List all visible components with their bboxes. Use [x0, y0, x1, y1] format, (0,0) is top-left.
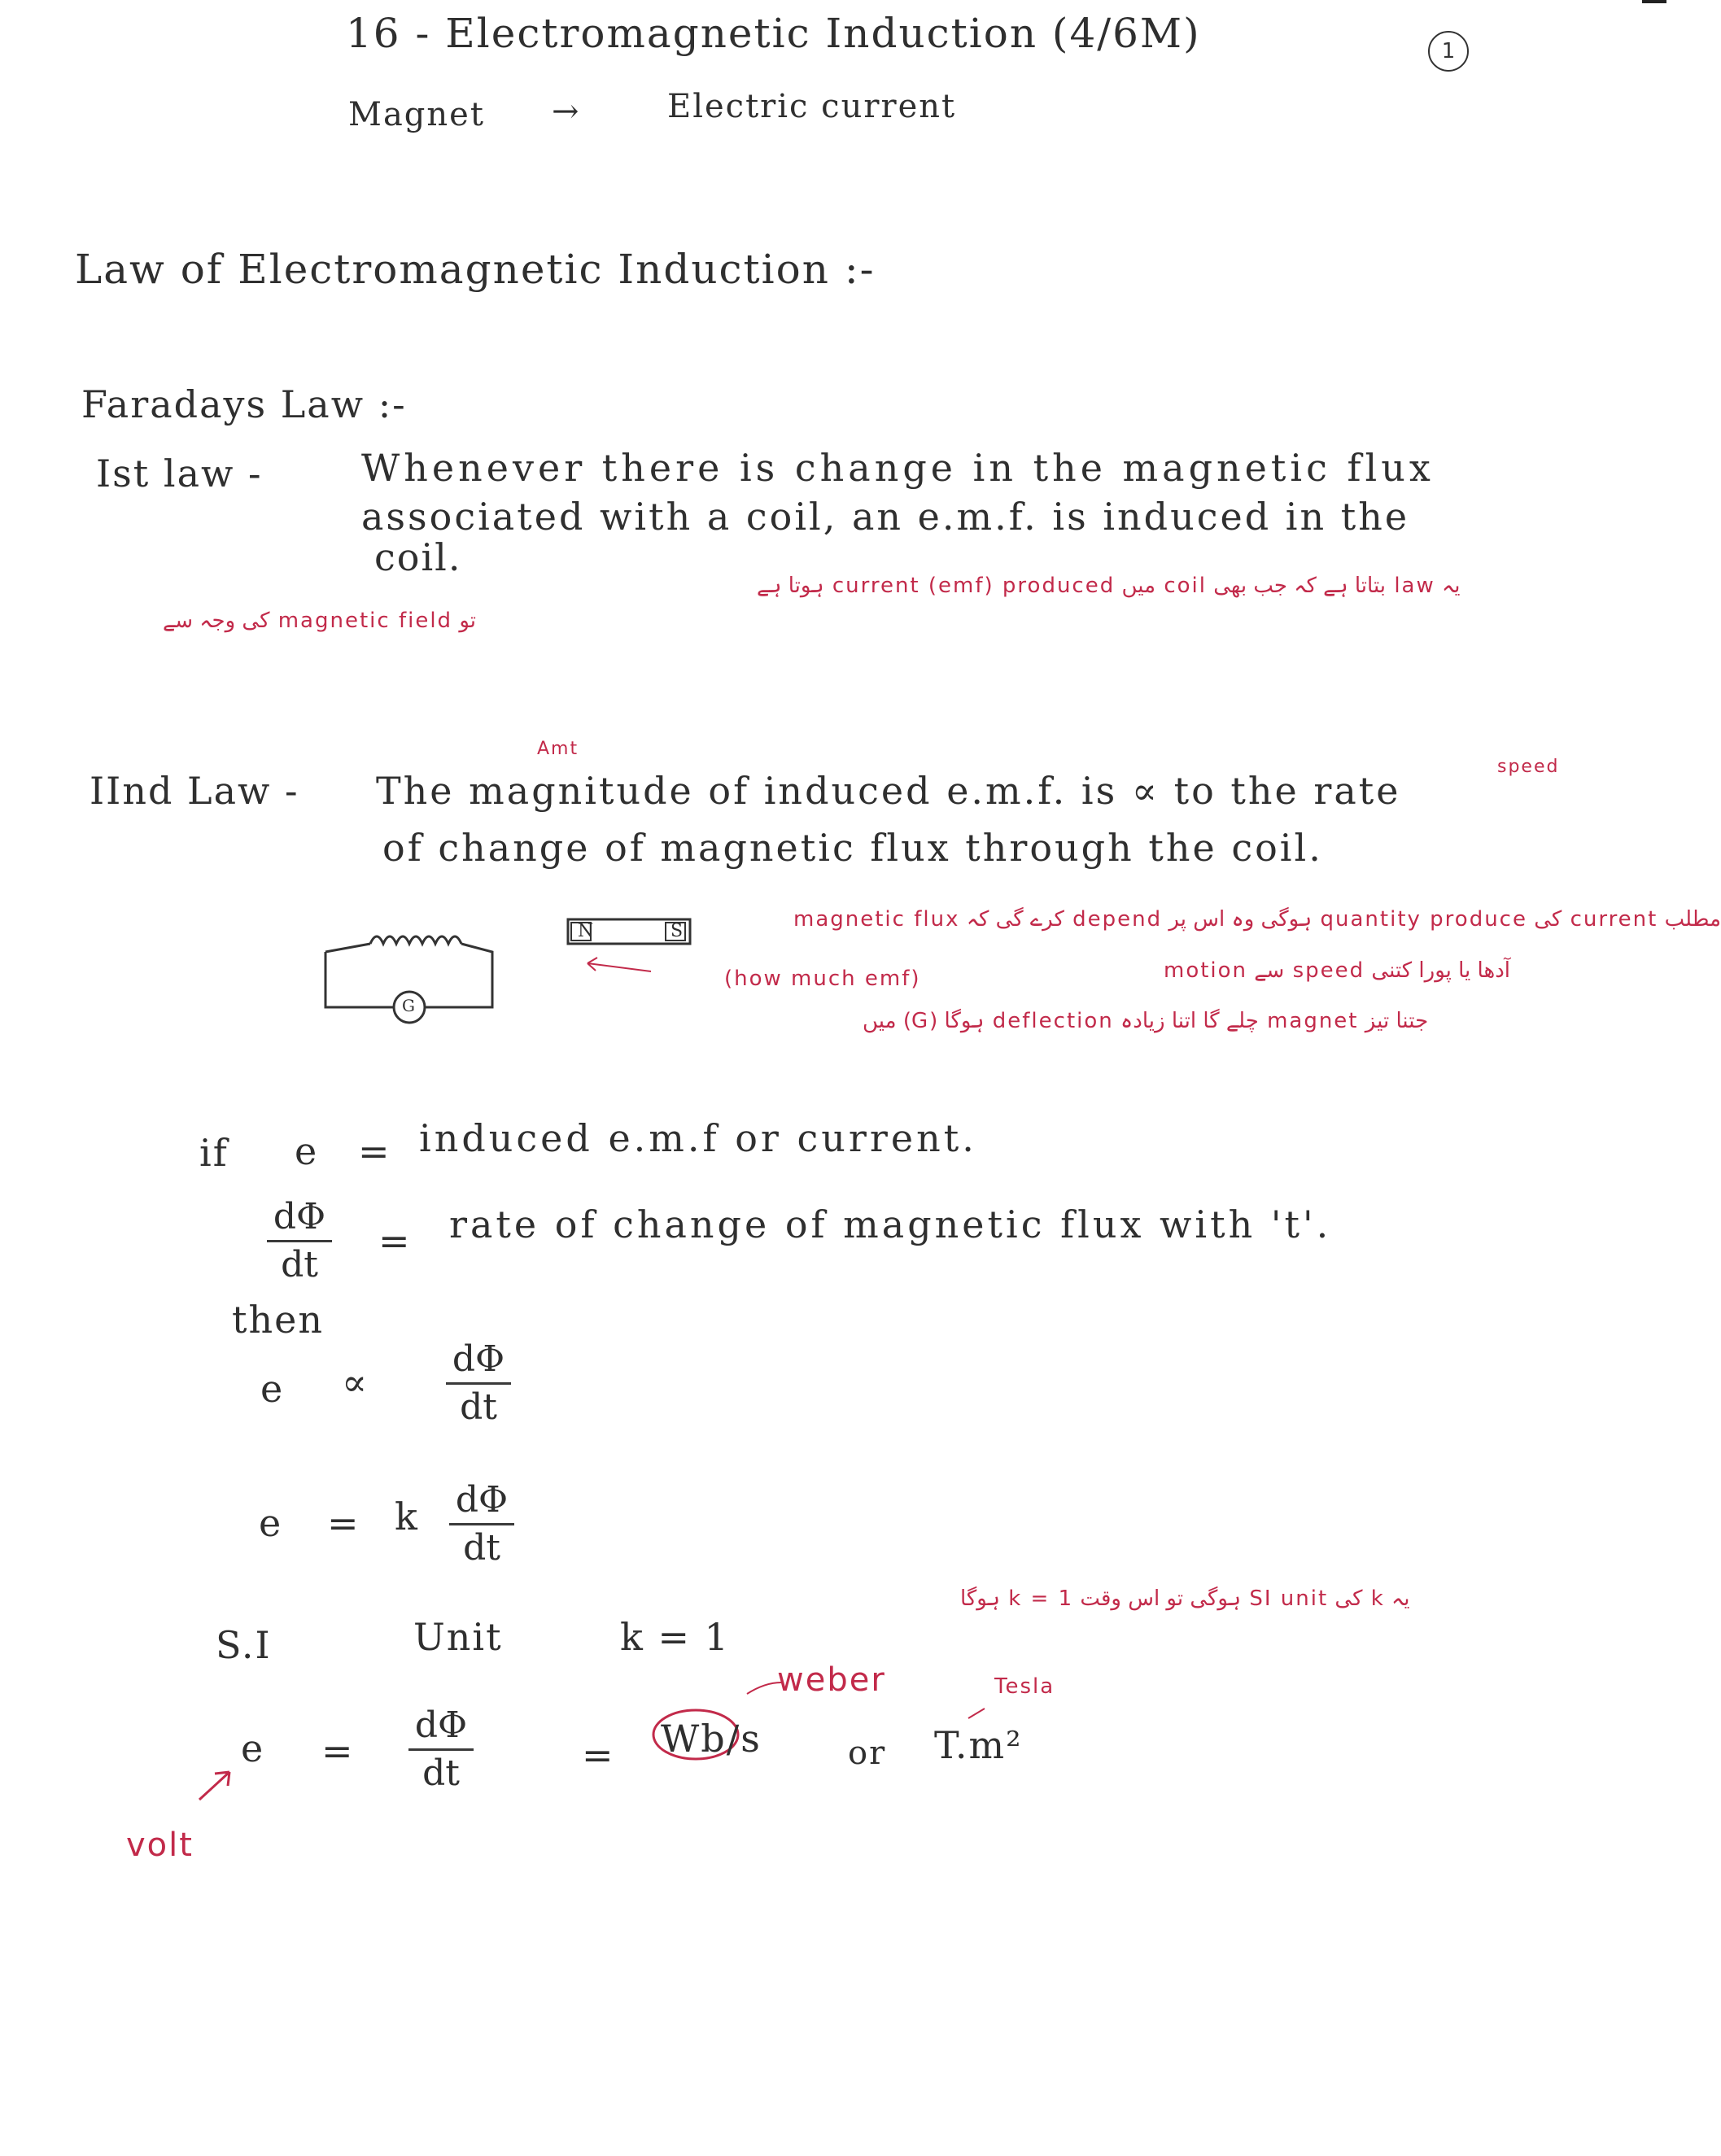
note-speed: speed	[1497, 757, 1560, 777]
galvanometer-label: G	[402, 996, 417, 1015]
equals-2: =	[378, 1219, 412, 1263]
volt-arrow-icon	[199, 1772, 229, 1800]
e-symbol-1: e	[295, 1129, 319, 1173]
urdu-note-line-4: جتنا تیز magnet چلے گا اتنا زیادہ deflection ہوگا (G) میں	[863, 1009, 1429, 1033]
magnet-s-label: S	[670, 921, 685, 941]
si-label: S.I	[216, 1623, 272, 1667]
urdu-note-line-2: (how much emf)	[724, 967, 921, 991]
subtitle-arrow: →	[552, 93, 581, 130]
dphi-dt-fraction-3: dΦ dt	[449, 1479, 514, 1569]
dphi-dt-fraction-1	[267, 1196, 332, 1286]
coil-icon	[370, 936, 461, 944]
proportional-symbol: ∝	[342, 1360, 369, 1404]
equals-1: =	[358, 1129, 391, 1173]
e-symbol-3: e	[259, 1501, 283, 1545]
first-law-line-2: associated with a coil, an e.m.f. is induced in the	[361, 495, 1410, 539]
urdu-note-first-law-2: تو magnetic field کی وجہ سے	[163, 609, 476, 633]
second-law-label: IInd Law -	[90, 769, 299, 813]
dphi-dt-fraction-4: dΦ dt	[408, 1704, 474, 1795]
unit-or: or	[848, 1735, 887, 1772]
e-symbol-4: e	[241, 1726, 265, 1770]
unit-tesla-m2: T.m²	[934, 1723, 1023, 1767]
equals-4: =	[321, 1729, 355, 1773]
second-law-line-1: The magnitude of induced e.m.f. is ∝ to the rate	[376, 769, 1401, 813]
first-law-label: Ist law -	[96, 452, 263, 495]
volt-note: volt	[126, 1826, 194, 1864]
dphi-dt-fraction-2: dΦ dt	[446, 1338, 511, 1429]
e-symbol-2: e	[260, 1367, 285, 1411]
page-number: 1	[1441, 39, 1456, 63]
if-label: if	[199, 1131, 229, 1175]
motion-arrow-icon	[587, 958, 651, 971]
magnet-n-label: N	[578, 921, 596, 941]
unit-label: Unit	[413, 1615, 503, 1659]
tesla-note: Tesla	[994, 1674, 1055, 1699]
dt-1: dt	[281, 1244, 318, 1285]
e-definition: induced e.m.f or current.	[419, 1116, 977, 1160]
section-title: Law of Electromagnetic Induction :-	[75, 246, 876, 293]
dphi-1: dΦ	[273, 1196, 326, 1237]
urdu-note-first-law-1: یہ law بتاتا ہے کہ جب بھی coil میں current (emf) produced ہوتا ہے	[757, 574, 1461, 598]
first-law-line-3: coil.	[374, 535, 462, 579]
then-label: then	[232, 1298, 324, 1342]
dphi-definition: rate of change of magnetic flux with 't'.	[449, 1202, 1332, 1246]
equals-5: =	[582, 1733, 615, 1777]
faraday-heading: Faradays Law :-	[81, 382, 407, 426]
page-title: 16 - Electromagnetic Induction (4/6M)	[346, 10, 1201, 57]
k-constant: k	[395, 1495, 419, 1538]
urdu-note-line-1: مطلب current کی quantity produce ہوگی وہ اس پر depend کرے گی کہ magnetic flux	[793, 907, 1721, 932]
equals-3: =	[327, 1501, 360, 1545]
second-law-line-2: of change of magnetic flux through the coil.	[382, 826, 1323, 870]
k-value: k = 1	[620, 1615, 730, 1659]
first-law-line-1: Whenever there is change in the magnetic flux	[361, 446, 1435, 490]
subtitle-right: Electric current	[667, 88, 957, 125]
urdu-note-line-3: آدھا یا پورا کتنی speed سے motion	[1164, 958, 1510, 983]
weber-note: weber	[777, 1661, 886, 1699]
note-amt: Amt	[537, 739, 579, 759]
urdu-unit-note: یہ k کی SI unit ہوگی تو اس وقت k = 1 ہوگا	[960, 1586, 1410, 1611]
subtitle-left: Magnet	[348, 96, 485, 133]
unit-wb-per-s: Wb/s	[661, 1717, 762, 1761]
